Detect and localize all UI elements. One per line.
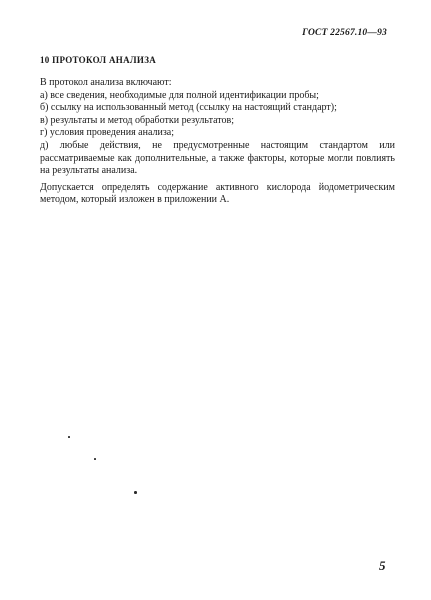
list-item-g: г) условия проведения анализа;: [40, 127, 175, 139]
standard-code: ГОСТ 22567.10—93: [302, 28, 387, 38]
scan-speck: [134, 491, 137, 494]
intro-paragraph: В протокол анализа включают:: [40, 77, 172, 88]
list-item-v: в) результаты и метод обработки результатов;: [40, 114, 235, 126]
page-number: 5: [379, 558, 386, 573]
section-title: 10 ПРОТОКОЛ АНАЛИЗА: [40, 55, 157, 65]
closing-paragraph: Допускается определять содержание активного кислорода йодометрическим методом, который изложен в приложении А.: [40, 181, 395, 206]
section-body: [40, 77, 395, 207]
list-item-d: д) любые действия, не предусмотренные настоящим стандартом или рассматриваемые как дополнительные, а также факторы, которые могли повлиять на результаты анализа.: [40, 139, 395, 177]
list-item-b: б) ссылку на использованный метод (ссылку на настоящий стандарт);: [40, 102, 337, 114]
scan-speck: [68, 436, 70, 438]
list-item-a: а) все сведения, необходимые для полной идентификации пробы;: [40, 89, 319, 101]
scan-speck: [94, 458, 96, 460]
